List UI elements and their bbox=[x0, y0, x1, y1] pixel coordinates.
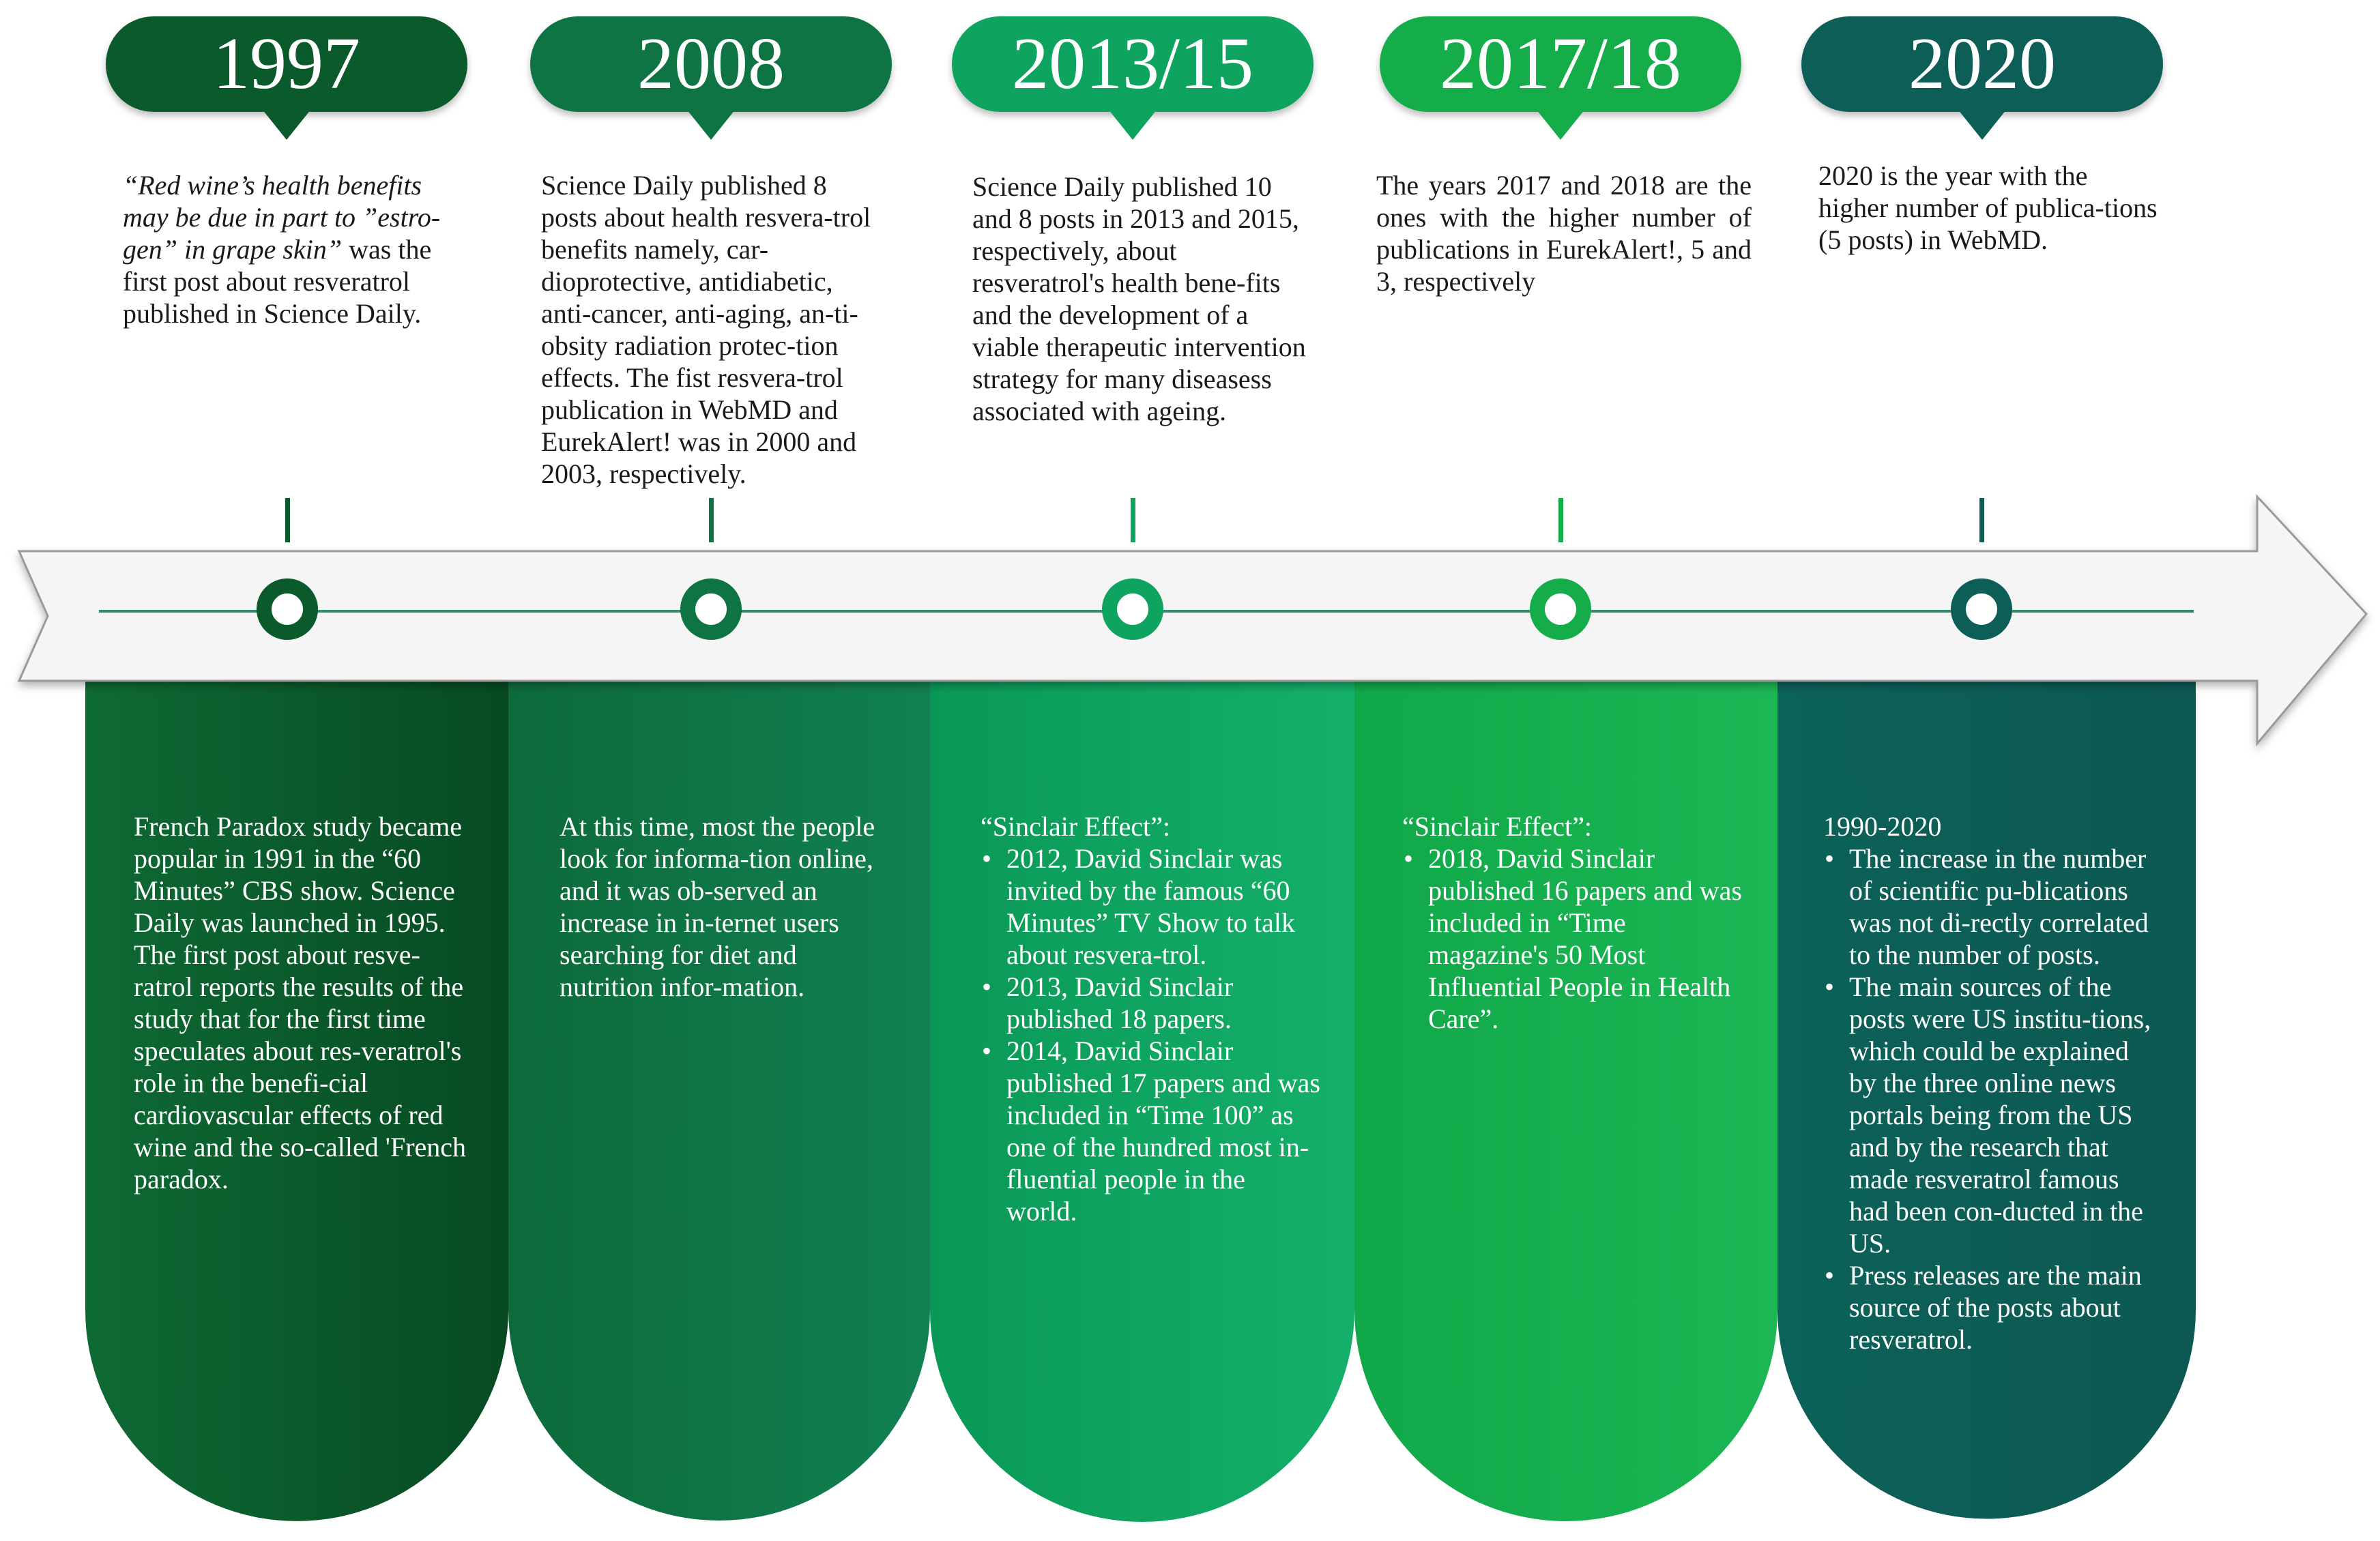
bullet-list bbox=[981, 842, 1322, 1227]
marker-2020 bbox=[1951, 578, 2012, 640]
list-item: • The increase in the number of scientific pu-blications was not di-rectly correlated to the number of posts. bbox=[1823, 842, 2158, 971]
top-text-2013-15: Science Daily published 10 and 8 posts in 2013 and 2015, respectively, about resveratrol's health bene-fits and the development of a viable therapeutic intervention strategy for many diseasess associated with ageing. bbox=[972, 171, 1306, 426]
top-text-2020: 2020 is the year with the higher number of publica-tions (5 posts) in WebMD. bbox=[1818, 160, 2158, 255]
pill-pointer bbox=[684, 106, 738, 140]
year-pill-1997 bbox=[106, 16, 467, 112]
tick-2020 bbox=[1979, 498, 1984, 542]
list-item: • The main sources of the posts were US institu-tions, which could be explained by the three online news portals being from the US and by the research that made resveratrol famous had been con-ducted in the US. bbox=[1823, 971, 2158, 1259]
pill-pointer bbox=[1533, 106, 1588, 140]
marker-1997 bbox=[257, 578, 318, 640]
list-item: • 2012, David Sinclair was invited by the famous “60 Minutes” TV Show to talk about resvera-trol. bbox=[981, 842, 1322, 971]
paragraph: The first post about resve-ratrol reports the results of the study that for the first time speculates about res-veratrol's role in the benefi-cial cardiovascular effects of red wine and the so-called 'French paradox. bbox=[134, 939, 467, 1194]
list-heading: “Sinclair Effect”: bbox=[1402, 811, 1593, 842]
bottom-text-2008 bbox=[560, 810, 887, 1003]
bottom-text-2017-18 bbox=[1402, 810, 1743, 1035]
year-label: 2020 bbox=[1909, 23, 2056, 104]
pill-pointer bbox=[1105, 106, 1160, 140]
top-text-2008: Science Daily published 8 posts about health resvera-trol benefits namely, car-dioprotective, antidiabetic, anti-cancer, anti-aging, an-ti-obsity radiation protec-tion effects. The fist resvera-trol publication in WebMD and EurekAlert! was in 2000 and 2003, respectively. bbox=[541, 170, 871, 489]
tick-2008 bbox=[709, 498, 714, 542]
list-item: • 2013, David Sinclair published 18 papers. bbox=[981, 971, 1322, 1035]
pill-pointer bbox=[259, 106, 314, 140]
list-item: • 2014, David Sinclair published 17 papers and was included in “Time 100” as one of the hundred most in-fluential people in the world. bbox=[981, 1035, 1322, 1227]
marker-2013-15 bbox=[1102, 578, 1163, 640]
bullet-list bbox=[1402, 842, 1743, 1035]
bullet-list bbox=[1823, 842, 2158, 1355]
paragraph: French Paradox study became popular in 1991 in the “60 Minutes” CBS show. Science Daily was launched in 1995. bbox=[134, 811, 462, 938]
year-pill-2017-18 bbox=[1380, 16, 1741, 112]
year-pill-2013-15 bbox=[952, 16, 1314, 112]
tick-2017-18 bbox=[1558, 498, 1563, 542]
list-item: • Press releases are the main source of the posts about resveratrol. bbox=[1823, 1259, 2158, 1355]
tick-2013-15 bbox=[1131, 498, 1135, 542]
bottom-text-2020 bbox=[1823, 810, 2158, 1355]
marker-2017-18 bbox=[1530, 578, 1591, 640]
year-label: 2008 bbox=[637, 23, 785, 104]
year-label: 2017/18 bbox=[1439, 23, 1681, 104]
list-heading: 1990-2020 bbox=[1823, 811, 1942, 842]
quote-rest: was the first post about resveratrol published in Science Daily. bbox=[123, 234, 432, 329]
column-2017-18 bbox=[1354, 675, 1777, 1521]
tick-1997 bbox=[285, 498, 290, 542]
bottom-text-1997 bbox=[134, 810, 468, 1195]
top-text-2017-18: The years 2017 and 2018 are the ones with the higher number of publications in EurekAlert!, 5 and 3, respectively bbox=[1376, 170, 1752, 297]
pill-pointer bbox=[1955, 106, 2009, 140]
bottom-text-2013-15 bbox=[981, 810, 1322, 1227]
top-text-1997 bbox=[123, 169, 457, 329]
year-pill-2008 bbox=[530, 16, 892, 112]
quote-italic: “Red wine’s health benefits may be due in part to ”estro-gen” in grape skin” bbox=[123, 170, 441, 265]
year-pill-2020 bbox=[1801, 16, 2163, 112]
list-item: • 2018, David Sinclair published 16 papers and was included in “Time magazine's 50 Most Influential People in Health Care”. bbox=[1402, 842, 1743, 1035]
paragraph: At this time, most the people look for informa-tion online, and it was ob-served an increase in in-ternet users searching for diet and nutrition infor-mation. bbox=[560, 811, 875, 1002]
marker-2008 bbox=[680, 578, 742, 640]
year-label: 1997 bbox=[213, 23, 360, 104]
list-heading: “Sinclair Effect”: bbox=[981, 811, 1171, 842]
column-2008 bbox=[508, 675, 930, 1521]
year-label: 2013/15 bbox=[1011, 23, 1253, 104]
